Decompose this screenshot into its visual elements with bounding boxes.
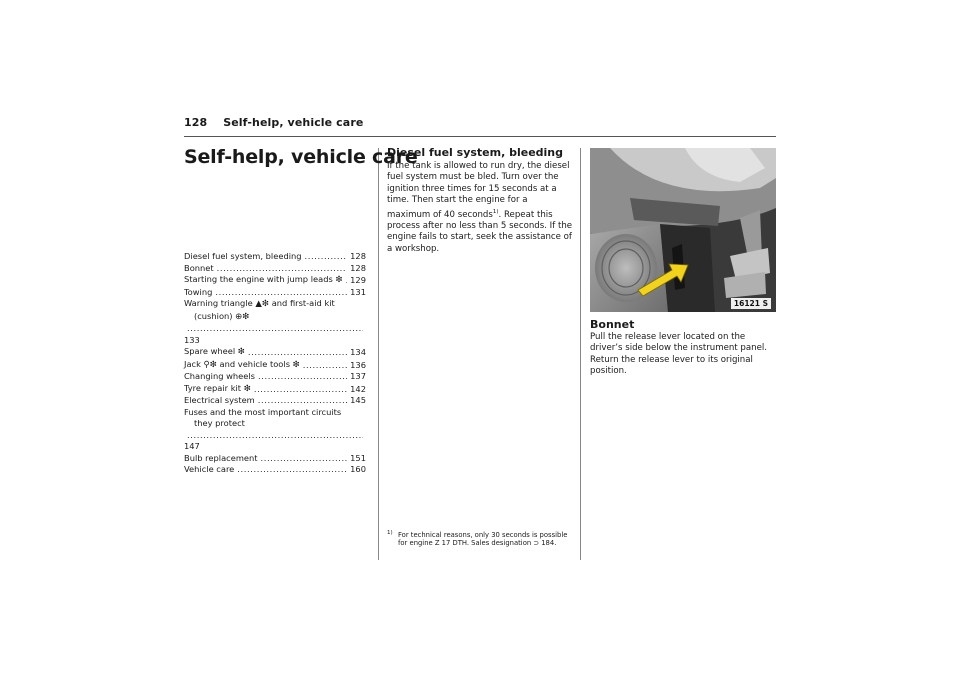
toc-item[interactable]: Tyre repair kit ❇ ..... 142 (184, 383, 366, 396)
warning-triangle-icon: ▲❇ (255, 299, 270, 309)
section-heading-diesel: Diesel fuel system, bleeding (387, 146, 564, 159)
toc-item[interactable]: Towing ..... 131 (184, 287, 366, 299)
header-rule (184, 136, 776, 137)
photo-code: 16121 S (731, 298, 771, 309)
bonnet-body: Pull the release lever located on the driver’s side below the instrument panel. Return the release lever to its original position. (590, 332, 767, 377)
column-divider-right (580, 148, 581, 560)
footnote-ref[interactable]: 1) (492, 208, 499, 215)
page-ref-icon: ⊃ (533, 539, 540, 548)
toc-item[interactable]: Vehicle care ..... 160 (184, 464, 366, 476)
section-heading-bonnet: Bonnet (590, 318, 635, 331)
footwell-illustration (590, 148, 776, 312)
toc-item[interactable]: Spare wheel ❇ ..... 134 (184, 346, 366, 359)
column-divider-left (378, 148, 379, 560)
running-title: Self-help, vehicle care (223, 116, 364, 129)
toc-item[interactable]: Fuses and the most important circuits they protect ..... 147 (184, 407, 366, 453)
table-of-contents (184, 251, 366, 476)
option-icon: ❇ (335, 275, 343, 285)
toc-item[interactable]: Warning triangle ▲❇ and first-aid kit (cushion) ⊕❇ ..... 133 (184, 298, 366, 346)
page-number: 128 (184, 116, 208, 129)
option-icon: ❇ (243, 383, 251, 394)
running-header (184, 116, 363, 129)
footnote: 1) For technical reasons, only 30 seconds is possible for engine Z 17 DTH. Sales designation ⊃ 184. (387, 530, 568, 548)
jack-icon: ⚲❇ (203, 359, 217, 370)
toc-item[interactable]: Jack ⚲❇ and vehicle tools ❇ ..... 136 (184, 359, 366, 372)
toc-item[interactable]: Changing wheels ..... 137 (184, 371, 366, 383)
chapter-title: Self-help, vehicle care (184, 146, 418, 168)
bonnet-release-photo (590, 148, 776, 312)
diesel-body: If the tank is allowed to run dry, the diesel fuel system must be bled. Turn over the ignition three times for 15 seconds at a time. Then start the engine for a maximum of 40 seconds$^{1)}$. Repeat this process after no less than 5 seconds. If the engine fails to start, seek the assistance of a workshop. (387, 161, 573, 254)
first-aid-icon: ⊕❇ (235, 311, 250, 322)
toc-item[interactable]: Electrical system ..... 145 (184, 395, 366, 407)
option-icon: ❇ (292, 359, 300, 370)
toc-item[interactable]: Diesel fuel system, bleeding ..... 128 (184, 251, 366, 263)
toc-item[interactable]: Bulb replacement ..... 151 (184, 453, 366, 465)
option-icon: ❇ (237, 347, 245, 357)
toc-item[interactable]: Starting the engine with jump leads ❇ ..... 129 (184, 274, 366, 287)
toc-item[interactable]: Bonnet ..... 128 (184, 263, 366, 275)
